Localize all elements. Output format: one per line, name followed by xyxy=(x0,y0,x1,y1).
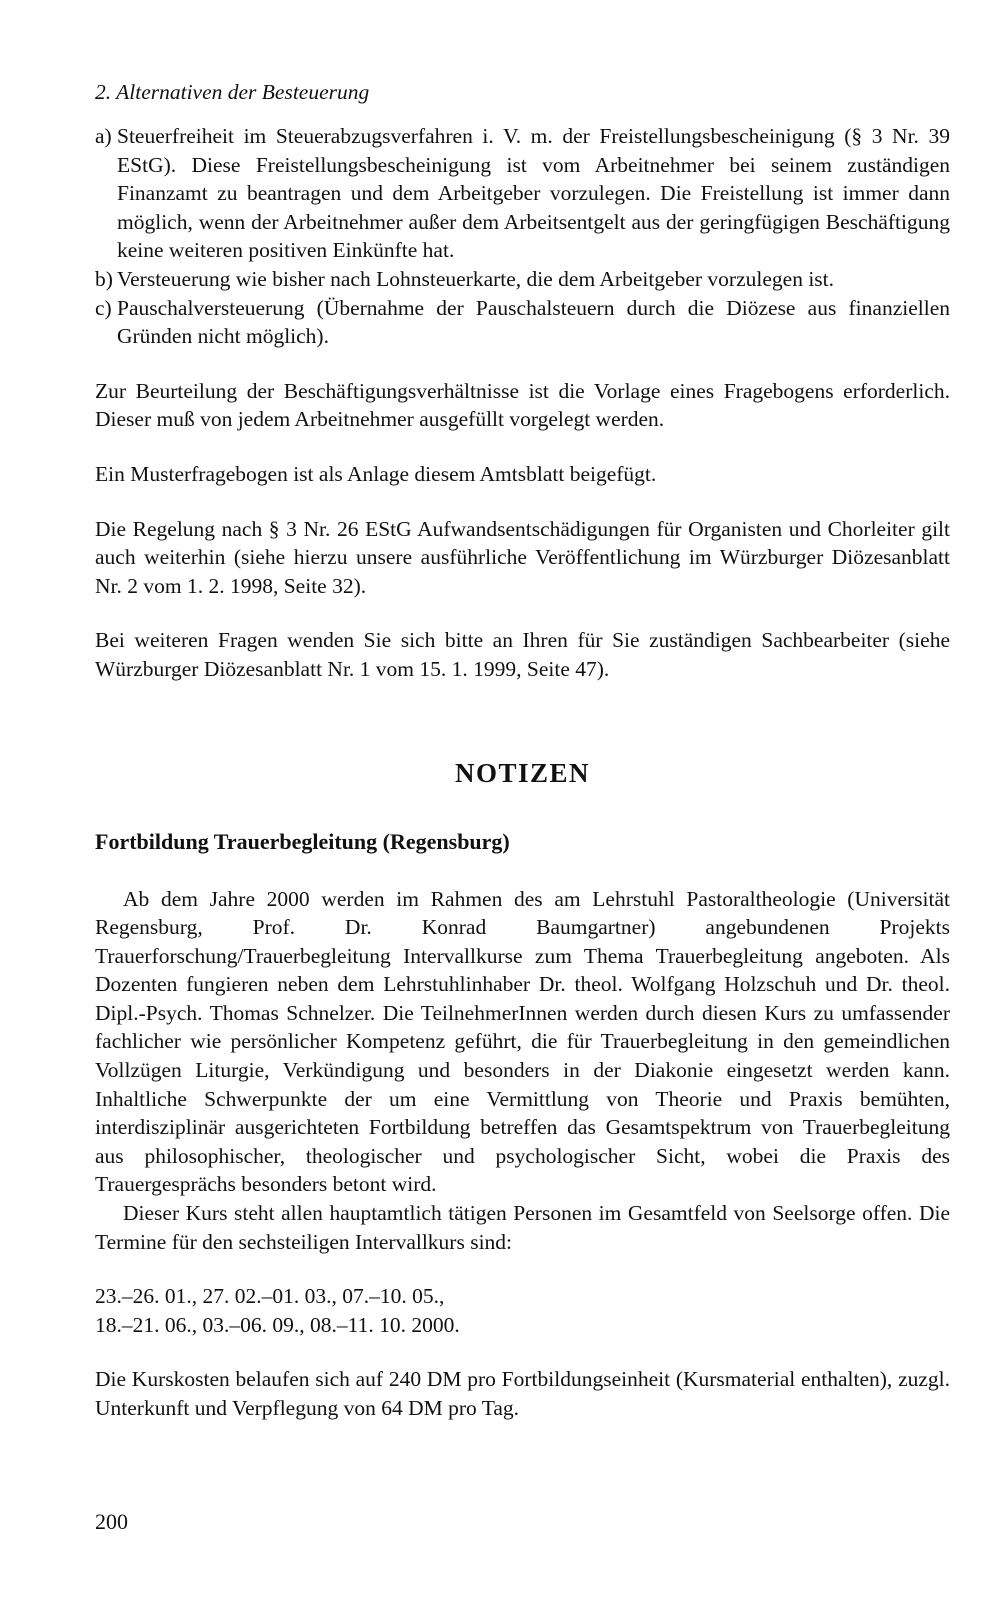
document-page xyxy=(95,78,950,1423)
paragraph-sample-questionnaire: Ein Musterfragebogen ist als Anlage diesem Amtsblatt beigefügt. xyxy=(95,461,657,486)
course-dates-line: 18.–21. 06., 03.–06. 09., 08.–11. 10. 2000. xyxy=(95,1312,460,1337)
list-marker: c) xyxy=(95,295,112,320)
list-item-text: Steuerfreiheit im Steuerabzugsverfahren i. V. m. der Freistellungsbescheinigung (§ 3 Nr. 39 EStG). Diese Freistellungsbescheinigung ist vom Arbeitnehmer bei seinem zuständigen Finanzamt zu beantragen und dem Arbeitgeber vorzulegen. Die Freistellung ist immer dann möglich, wenn der Arbeitnehmer außer dem Arbeitsentgelt aus der geringfügigen Beschäftigung keine weiteren positiven Einkünfte hat. xyxy=(117,124,950,263)
list-marker: a) xyxy=(95,124,112,148)
list-item xyxy=(95,265,950,294)
course-costs-paragraph: Die Kurskosten belaufen sich auf 240 DM pro Fortbildungseinheit (Kursmaterial enthalten), zuzgl. Unterkunft und Verpflegung von 64 DM pro Tag. xyxy=(95,1367,950,1420)
paragraph-further-questions: Bei weiteren Fragen wenden Sie sich bitte an Ihren für Sie zuständigen Sachbearbeiter (siehe Würzburger Diözesanblatt Nr. 1 vom 15. 1. 1999, Seite 47). xyxy=(95,628,950,681)
list-item xyxy=(95,294,950,351)
course-dates-line: 23.–26. 01., 27. 02.–01. 03., 07.–10. 05., xyxy=(95,1284,445,1309)
list-item-text: Versteuerung wie bisher nach Lohnsteuerkarte, die dem Arbeitgeber vorzulegen ist. xyxy=(117,266,835,291)
paragraph-questionnaire-requirement: Zur Beurteilung der Beschäftigungsverhältnisse ist die Vorlage eines Fragebogens erforderlich. Dieser muß von jedem Arbeitnehmer ausgefüllt vorgelegt werden. xyxy=(95,378,950,432)
list-marker: b) xyxy=(95,266,113,291)
list-item xyxy=(95,122,950,265)
paragraph-organist-regulation: Die Regelung nach § 3 Nr. 26 EStG Aufwandsentschädigungen für Organisten und Chorleiter gilt auch weiterhin (siehe hierzu unsere ausführliche Veröffentlichung im Würzburger Diözesanblatt Nr. 2 vom 1. 2. 1998, Seite 32). xyxy=(95,516,950,598)
section-title: 2. Alternativen der Besteuerung xyxy=(95,80,370,104)
course-dates xyxy=(95,1282,950,1339)
alternatives-list xyxy=(95,122,950,351)
notizen-course-paragraph: Dieser Kurs steht allen hauptamtlich tätigen Personen im Gesamtfeld von Seelsorge offen. Die Termine für den sechsteiligen Intervallkurs sind: xyxy=(95,1201,950,1254)
notizen-subheading: Fortbildung Trauerbegleitung (Regensburg) xyxy=(95,828,510,854)
notizen-body-paragraph: Ab dem Jahre 2000 werden im Rahmen des am Lehrstuhl Pastoraltheologie (Universität Regensburg, Prof. Dr. Konrad Baumgartner) angebundenen Projekts Trauerforschung/Trauerbegleitung Intervallkurse zum Thema Trauerbegleitung angeboten. Als Dozenten fungieren neben dem Lehrstuhlinhaber Dr. theol. Wolfgang Holzschuh und Dr. theol. Dipl.-Psych. Thomas Schnelzer. Die TeilnehmerInnen werden durch diesen Kurs zu umfassender fachlicher wie persönlicher Kompetenz geführt, die für Trauerbegleitung in den gemeindlichen Vollzügen Liturgie, Verkündigung und besonders in der Diakonie eingesetzt werden kann. Inhaltliche Schwerpunkte der um eine Vermittlung von Theorie und Praxis bemühten, interdisziplinär ausgerichteten Fortbildung betreffen das Gesamtspektrum von Trauerbegleitung aus philosophischer, theologischer und psychologischer Sicht, wobei die Praxis des Trauergesprächs besonders betont wird. xyxy=(95,886,950,1197)
page-number: 200 xyxy=(95,1509,128,1534)
list-item-text: Pauschalversteuerung (Übernahme der Pauschalsteuern durch die Diözese aus finanziellen Gründen nicht möglich). xyxy=(117,295,950,349)
notizen-heading: NOTIZEN xyxy=(454,757,591,788)
